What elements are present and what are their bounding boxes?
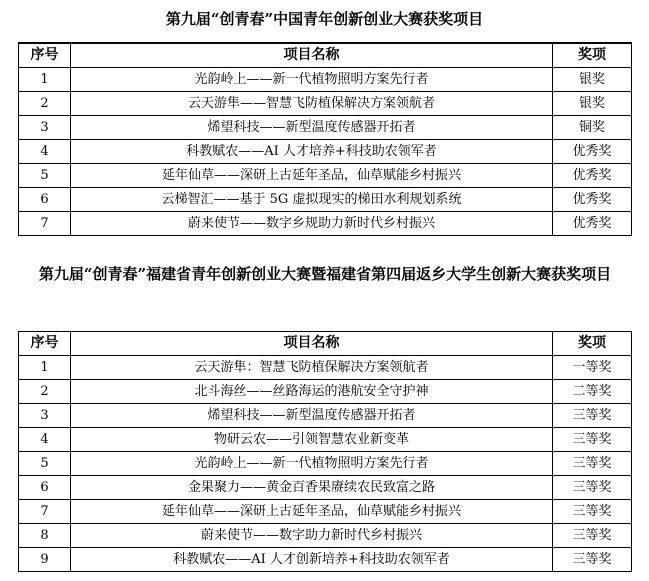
project-name: 光韵岭上——新一代植物照明方案先行者: [71, 68, 553, 92]
section1-title: 第九届“创青春”中国青年创新创业大赛获奖项目: [165, 10, 484, 28]
project-name: 蔚来使节——数字乡规助力新时代乡村振兴: [71, 212, 553, 236]
project-name: 烯望科技——新型温度传感器开拓者: [71, 116, 553, 140]
table-row: [19, 92, 632, 116]
award-level: 三等奖: [553, 476, 632, 500]
project-name: 金果聚力——黄金百香果赓续农民致富之路: [71, 476, 553, 500]
table-row: [19, 140, 632, 164]
row-number: 8: [19, 524, 71, 548]
section2-awards-table: [18, 331, 632, 572]
row-number: 5: [19, 452, 71, 476]
section1-awards-table: [18, 42, 632, 236]
award-level: 三等奖: [553, 404, 632, 428]
header-award: 奖项: [553, 332, 632, 356]
header-project-name: 项目名称: [71, 43, 553, 68]
project-name: 烯望科技——新型温度传感器开拓者: [71, 404, 553, 428]
row-number: 6: [19, 188, 71, 212]
table-row: [19, 452, 632, 476]
row-number: 5: [19, 164, 71, 188]
award-level: 银奖: [553, 68, 632, 92]
award-level: 优秀奖: [553, 164, 632, 188]
header-award: 奖项: [553, 43, 632, 68]
award-level: 优秀奖: [553, 188, 632, 212]
header-number: 序号: [19, 332, 71, 356]
table-row: [19, 404, 632, 428]
award-level: 三等奖: [553, 548, 632, 572]
table-row: [19, 500, 632, 524]
row-number: 1: [19, 356, 71, 380]
row-number: 7: [19, 212, 71, 236]
table-row: [19, 356, 632, 380]
project-name: 蔚来使节——数字助力新时代乡村振兴: [71, 524, 553, 548]
row-number: 1: [19, 68, 71, 92]
project-name: 光韵岭上——新一代植物照明方案先行者: [71, 452, 553, 476]
row-number: 6: [19, 476, 71, 500]
award-level: 优秀奖: [553, 140, 632, 164]
project-name: 延年仙草——深研上古延年圣品，仙草赋能乡村振兴: [71, 164, 553, 188]
table-row: [19, 116, 632, 140]
row-number: 2: [19, 92, 71, 116]
row-number: 2: [19, 380, 71, 404]
row-number: 9: [19, 548, 71, 572]
project-name: 物研云农——引领智慧农业新变革: [71, 428, 553, 452]
project-name: 云天游隼——智慧飞防植保解决方案领航者: [71, 92, 553, 116]
table-row: [19, 380, 632, 404]
award-level: 优秀奖: [553, 212, 632, 236]
award-level: 三等奖: [553, 452, 632, 476]
table-row: [19, 188, 632, 212]
award-level: 三等奖: [553, 500, 632, 524]
project-name: 北斗海丝——丝路海运的港航安全守护神: [71, 380, 553, 404]
section2-title: 第九届“创青春”福建省青年创新创业大赛暨福建省第四届返乡大学生创新大赛获奖项目: [38, 265, 612, 283]
award-level: 铜奖: [553, 116, 632, 140]
award-level: 三等奖: [553, 524, 632, 548]
row-number: 3: [19, 116, 71, 140]
table-row: [19, 548, 632, 572]
table-row: [19, 476, 632, 500]
project-name: 科教赋农——AI 人才创新培养+科技助农领军者: [71, 548, 553, 572]
table-header-row: [19, 43, 632, 68]
row-number: 3: [19, 404, 71, 428]
header-number: 序号: [19, 43, 71, 68]
award-level: 一等奖: [553, 356, 632, 380]
row-number: 4: [19, 140, 71, 164]
project-name: 云天游隼：智慧飞防植保解决方案领航者: [71, 356, 553, 380]
table-row: [19, 164, 632, 188]
table-row: [19, 68, 632, 92]
row-number: 4: [19, 428, 71, 452]
award-level: 银奖: [553, 92, 632, 116]
project-name: 延年仙草——深研上古延年圣品，仙草赋能乡村振兴: [71, 500, 553, 524]
award-level: 三等奖: [553, 428, 632, 452]
table-row: [19, 212, 632, 236]
header-project-name: 项目名称: [71, 332, 553, 356]
table-row: [19, 428, 632, 452]
project-name: 云梯智汇——基于 5G 虚拟现实的梯田水利规划系统: [71, 188, 553, 212]
table-row: [19, 524, 632, 548]
row-number: 7: [19, 500, 71, 524]
table-header-row: [19, 332, 632, 356]
project-name: 科教赋农——AI 人才培养+科技助农领军者: [71, 140, 553, 164]
award-level: 二等奖: [553, 380, 632, 404]
